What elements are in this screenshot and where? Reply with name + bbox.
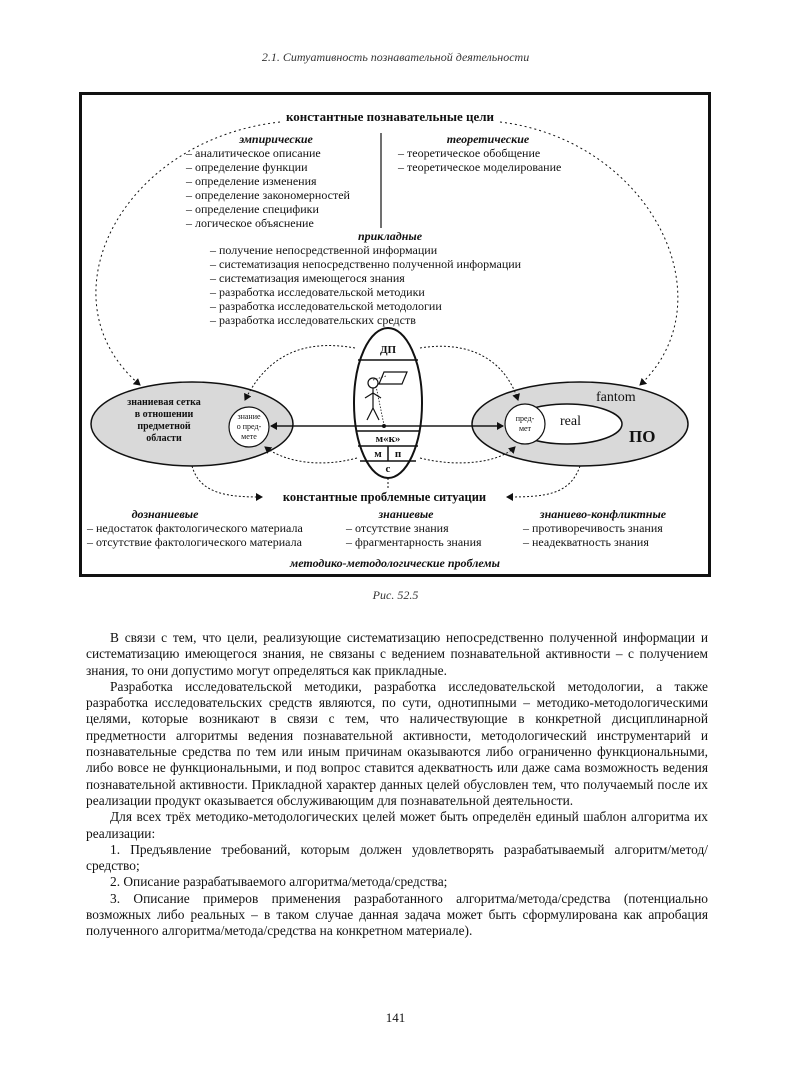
- applied-item: – разработка исследовательских средств: [210, 313, 416, 327]
- real-label: real: [560, 414, 581, 429]
- conflict-list: [523, 521, 663, 549]
- preknowledge-heading: дознаниевые: [131, 507, 199, 521]
- po-label: ПО: [629, 427, 656, 446]
- goals-title: константные познавательные цели: [285, 109, 495, 124]
- applied-item: – разработка исследовательской методологии: [210, 299, 442, 313]
- knowledge-grid-label: знаниевая сетка в отношении предметной области: [127, 397, 201, 444]
- knowledge-item: – фрагментарность знания: [346, 535, 482, 549]
- page-number: 141: [385, 1010, 406, 1025]
- paragraph: Для всех трёх методико-методологических целей может быть определён единый шаблон алгоритма их реализации:: [86, 809, 708, 841]
- applied-item: – систематизация непосредственно полученной информации: [210, 257, 522, 271]
- knowledge-heading: знаниевые: [378, 507, 434, 521]
- fantom-label: fantom: [596, 390, 636, 405]
- paragraph: Разработка исследовательской методики, разработка исследовательской методологии, а также разработка исследовательских средств являются, по сути, однотипными – методико-методологическими целями, которые возникают в связи с тем, что наличествующие в конкретной дисциплинарной предметности алгоритмы ведения познавательной активности, методологический инструментарий и познавательные средства по тем или иным причинам оказываются либо ограниченно функциональными, либо вовсе не функциональными, и под вопрос ставится адекватность или даже сама возможность ведения познавательной активности. Прикладной характер данных целей обусловлен тем, что получаемый после их реализации продукт оказывается обслуживающим для познавательной деятельности.: [86, 678, 708, 808]
- empirical-item: – определение изменения: [186, 174, 317, 188]
- preknowledge-item: – недостаток фактологического материала: [87, 521, 303, 535]
- preknowledge-item: – отсутствие фактологического материала: [87, 535, 302, 549]
- p-label: п: [394, 448, 402, 460]
- left-circle-label: знание о пред- мете: [236, 412, 262, 441]
- theoretical-item: – теоретическое моделирование: [398, 160, 562, 174]
- paragraph: 3. Описание примеров применения разработанного алгоритма/метода/средства (потенциально возможных либо реальных – в таком случае данная задача может быть сформулирована как апробация полученного алгоритма/метода/средства на конкретном материале).: [86, 890, 708, 939]
- empirical-item: – логическое объяснение: [186, 216, 314, 230]
- center-to-left-arc: [245, 346, 355, 400]
- theoretical-item: – теоретическое обобщение: [398, 146, 541, 160]
- right-circle-label: пред- мет: [515, 414, 535, 433]
- s-label: с: [385, 463, 391, 475]
- preknowledge-list: [87, 521, 303, 549]
- applied-item: – систематизация имеющегося знания: [210, 271, 405, 285]
- paragraph: В связи с тем, что цели, реализующие систематизацию непосредственно полученной информации и систематизацию имеющегося знания, не связаны с ведением познавательной активности – с получением знания, то они допустимо могут определяться как прикладные.: [86, 630, 708, 678]
- empirical-item: – определение специфики: [186, 202, 319, 216]
- center-to-right-arc: [420, 346, 518, 400]
- theoretical-heading: теоретические: [446, 132, 530, 146]
- empirical-heading: эмпирические: [239, 132, 313, 146]
- empirical-list: [186, 146, 350, 230]
- applied-heading: прикладные: [357, 229, 423, 243]
- applied-list: [210, 243, 521, 327]
- empirical-item: – определение функции: [186, 160, 308, 174]
- knowledge-item: – отсутствие знания: [346, 521, 449, 535]
- m-label: м: [374, 448, 382, 460]
- empirical-item: – аналитическое описание: [186, 146, 321, 160]
- methodological-problems: методико-методологические проблемы: [290, 556, 500, 570]
- conflict-item: – неадекватность знания: [523, 535, 649, 549]
- body-text: [86, 630, 708, 940]
- applied-item: – получение непосредственной информации: [210, 243, 438, 257]
- applied-item: – разработка исследовательской методики: [210, 285, 425, 299]
- theoretical-list: [398, 146, 561, 174]
- right-to-problems-arc: [507, 466, 580, 497]
- paragraph: 1. Предъявление требований, которым должен удовлетворять разрабатываемый алгоритм/метод/средство;: [86, 841, 708, 874]
- dp-label: ДП: [379, 344, 397, 356]
- problems-title: константные проблемные ситуации: [282, 490, 487, 504]
- paragraph: 2. Описание разрабатываемого алгоритма/метода/средства;: [110, 874, 448, 890]
- empirical-item: – определение закономерностей: [186, 188, 350, 202]
- screen-icon: [379, 372, 407, 384]
- conflict-heading: знаниево-конфликтные: [539, 507, 667, 521]
- conflict-item: – противоречивость знания: [523, 521, 663, 535]
- knowledge-list: [346, 521, 482, 549]
- figure-caption: Рис. 52.5: [372, 588, 419, 602]
- center-lower-left-arc: [265, 447, 357, 463]
- mk-label: м«к»: [375, 433, 401, 445]
- running-header: 2.1. Ситуативность познавательной деятельности: [261, 50, 530, 64]
- left-to-problems-arc: [192, 466, 262, 497]
